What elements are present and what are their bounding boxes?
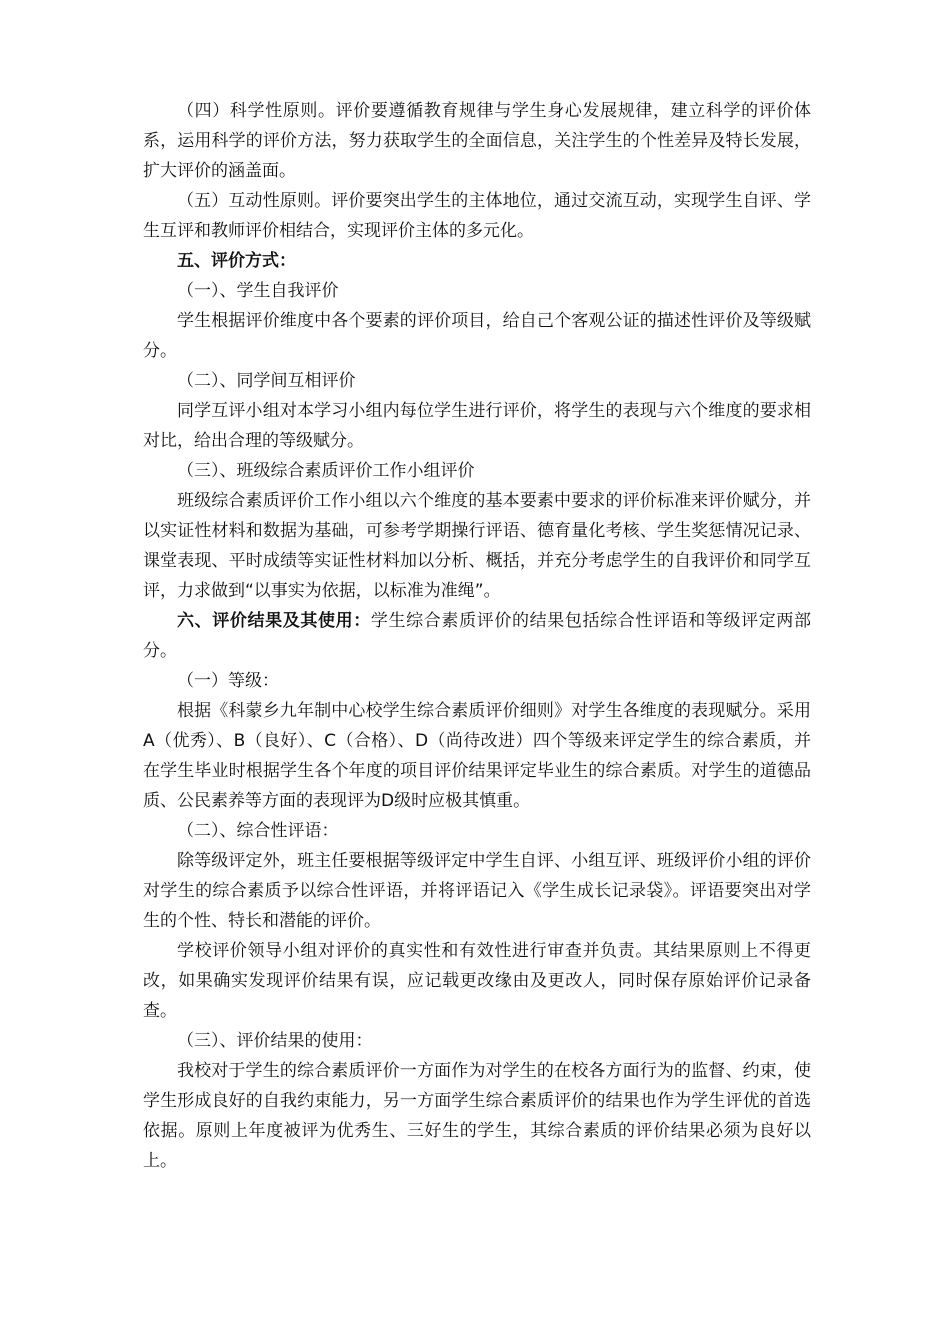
paragraph-interactive-principle: （五）互动性原则。评价要突出学生的主体地位，通过交流互动，实现学生自评、学生互评和教师评价相结合，实现评价主体的多元化。 bbox=[143, 191, 811, 241]
subheading-peer-evaluation: （二）、同学间互相评价 bbox=[177, 371, 356, 391]
subheading-comprehensive-comments: （二）、综合性评语： bbox=[177, 821, 339, 841]
paragraph-self-evaluation: 学生根据评价维度中各个要素的评价项目，给自己个客观公证的描述性评价及等级赋分。 bbox=[143, 311, 811, 361]
subheading-grades: （一）等级： bbox=[177, 671, 279, 691]
paragraph-review-responsibility: 学校评价领导小组对评价的真实性和有效性进行审查并负责。其结果原则上不得更改，如果确实发现评价结果有误，应记载更改缘由及更改人，同时保存原始评价记录备查。 bbox=[143, 941, 811, 1021]
section-results-and-use bbox=[143, 606, 811, 666]
paragraph-scientific-principle: （四）科学性原则。评价要遵循教育规律与学生身心发展规律，建立科学的评价体系，运用科学的评价方法，努力获取学生的全面信息，关注学生的个性差异及特长发展，扩大评价的涵盖面。 bbox=[143, 101, 811, 181]
subheading-class-group-evaluation: （三）、班级综合素质评价工作小组评价 bbox=[177, 461, 475, 481]
section-heading-results-and-use: 六、评价结果及其使用： bbox=[177, 611, 371, 631]
paragraph-comprehensive-comments: 除等级评定外，班主任要根据等级评定中学生自评、小组互评、班级评价小组的评价对学生的综合素质予以综合性评语，并将评语记入《学生成长记录袋》。评语要突出对学生的个性、特长和潜能的评价。 bbox=[143, 851, 811, 931]
section-heading-evaluation-methods: 五、评价方式： bbox=[177, 251, 296, 271]
paragraph-peer-evaluation: 同学互评小组对本学习小组内每位学生进行评价，将学生的表现与六个维度的要求相对比，给出合理的等级赋分。 bbox=[143, 401, 811, 451]
document-body bbox=[143, 96, 811, 1176]
subheading-self-evaluation: （一）、学生自我评价 bbox=[177, 281, 339, 301]
paragraph-use-of-results: 我校对于学生的综合素质评价一方面作为对学生的在校各方面行为的监督、约束，使学生形成良好的自我约束能力，另一方面学生综合素质评价的结果也作为学生评优的首选依据。原则上年度被评为优秀生、三好生的学生，其综合素质的评价结果必须为良好以上。 bbox=[143, 1061, 811, 1171]
paragraph-grades: 根据《科蒙乡九年制中心校学生综合素质评价细则》对学生各维度的表现赋分。采用A（优秀）、B（良好）、C（合格）、D（尚待改进）四个等级来评定学生的综合素质，并在学生毕业时根据学生各个年度的项目评价结果评定毕业生的综合素质。对学生的道德品质、公民素养等方面的表现评为D级时应极其慎重。 bbox=[143, 701, 811, 811]
paragraph-class-group-evaluation: 班级综合素质评价工作小组以六个维度的基本要素中要求的评价标准来评价赋分，并以实证性材料和数据为基础，可参考学期操行评语、德育量化考核、学生奖惩情况记录、课堂表现、平时成绩等实证性材料加以分析、概括，并充分考虑学生的自我评价和同学互评，力求做到“以事实为依据，以标准为准绳”。 bbox=[143, 491, 811, 601]
section-results-intro-text: 学生综合素质评价的结果包括综合性评语和等级评定两部分。 bbox=[143, 611, 812, 661]
subheading-use-of-results: （三）、评价结果的使用： bbox=[177, 1031, 373, 1051]
